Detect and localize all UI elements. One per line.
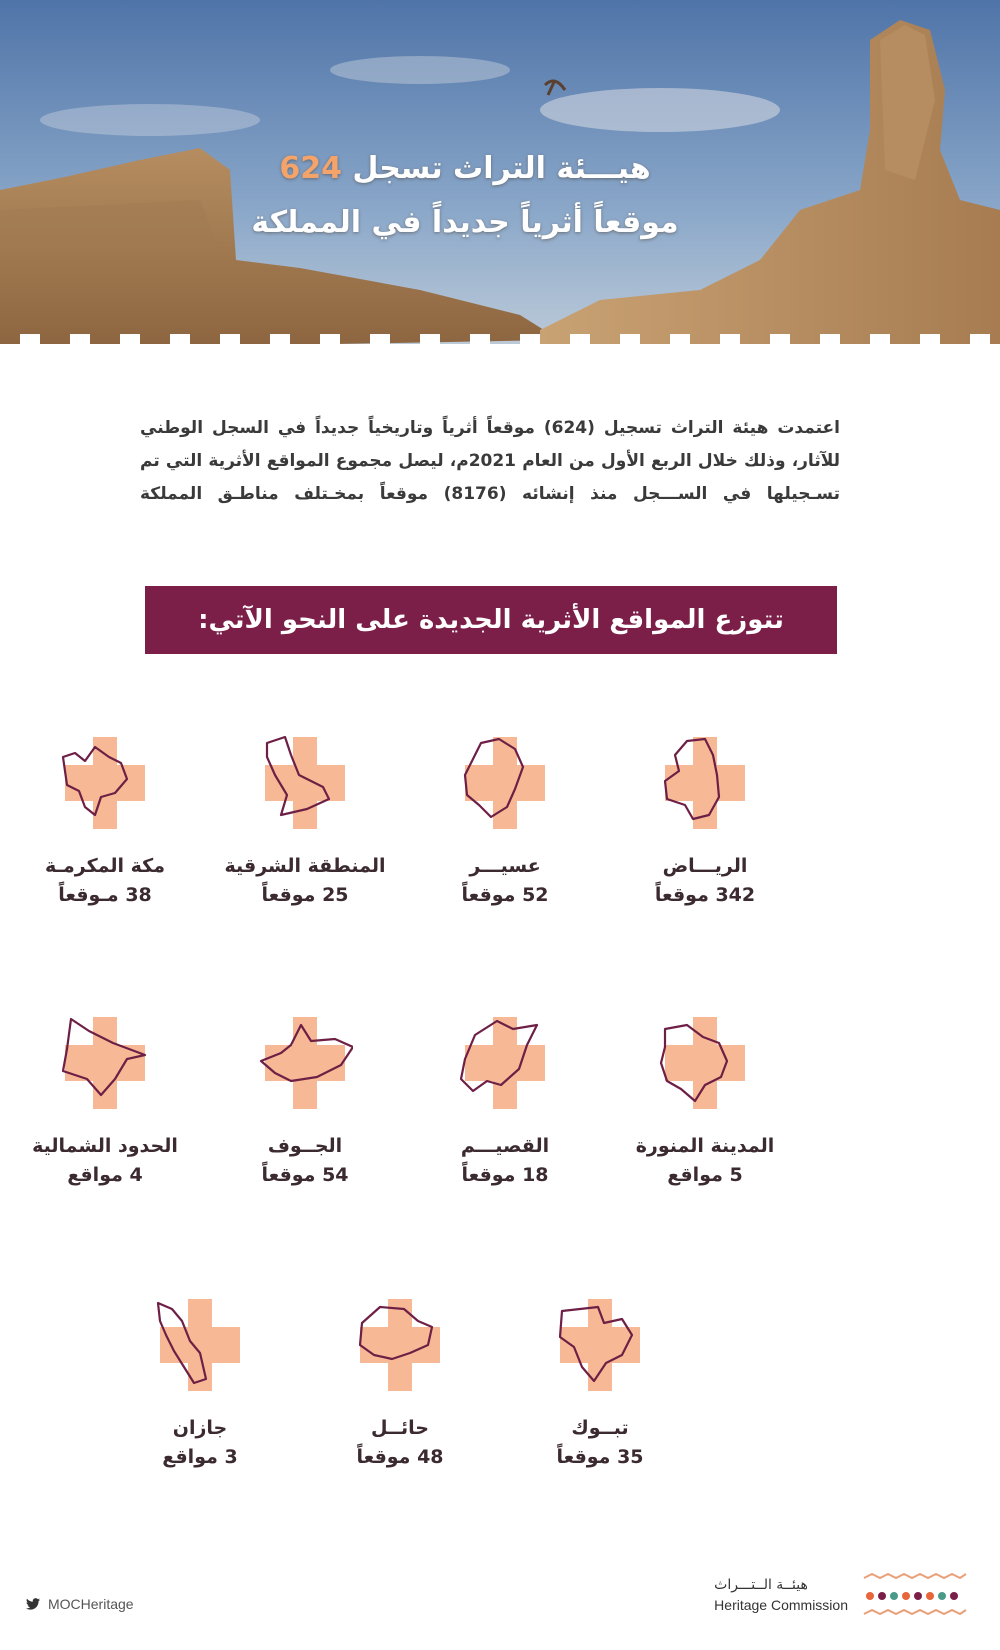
twitter-handle[interactable] <box>26 1596 134 1612</box>
region-card <box>5 735 205 911</box>
region-name: الجــوف <box>267 1135 343 1157</box>
map-backdrop-shape <box>265 737 345 829</box>
region-card <box>605 735 805 911</box>
region-card <box>100 1297 300 1473</box>
region-map-icon <box>657 1015 753 1111</box>
region-map-icon <box>457 1015 553 1111</box>
region-card <box>405 735 605 911</box>
region-site-count: 48 موقعاً <box>356 1446 444 1468</box>
logo-english-text: Heritage Commission <box>714 1597 848 1613</box>
region-map-icon <box>552 1297 648 1393</box>
hero-title <box>250 142 680 250</box>
section-banner <box>145 586 837 654</box>
region-name: مكة المكرمـة <box>45 855 165 877</box>
region-card <box>500 1297 700 1473</box>
region-card <box>405 1015 605 1191</box>
region-map-icon <box>57 735 153 831</box>
hero-title-line2: موقعاً أثرياً جديداً في المملكة <box>251 205 679 240</box>
heritage-logo-icon <box>860 1572 970 1618</box>
region-map-icon <box>352 1297 448 1393</box>
region-card <box>205 735 405 911</box>
region-card <box>205 1015 405 1191</box>
region-map-icon <box>457 735 553 831</box>
section-banner-text: تتوزع المواقع الأثرية الجديدة على النحو الآتي: <box>198 605 784 635</box>
region-map-icon <box>57 1015 153 1111</box>
region-site-count: 342 موقعاً <box>654 884 756 906</box>
region-site-count: 5 مواقع <box>667 1164 743 1186</box>
region-name: حائــل <box>371 1417 429 1439</box>
twitter-handle-text: MOCHeritage <box>48 1596 134 1612</box>
region-name: المدينة المنورة <box>635 1135 775 1157</box>
map-backdrop-shape <box>665 1017 745 1109</box>
twitter-icon <box>26 1598 40 1610</box>
heritage-commission-logo <box>714 1572 970 1618</box>
region-map-icon <box>657 735 753 831</box>
logo-arabic-text: هيئــة الــتـــراث <box>714 1577 808 1593</box>
region-map-icon <box>257 1015 353 1111</box>
region-card <box>605 1015 805 1191</box>
hero-title-number: 624 <box>279 151 342 186</box>
region-site-count: 25 موقعاً <box>261 884 349 906</box>
region-name: القصيـــم <box>460 1135 550 1157</box>
intro-paragraph: اعتمدت هيئة التراث تسجيل (624) موقعاً أثرياً وتاريخياً جديداً في السجل الوطني للآثار، وذلك خلال الربع الأول من العام 2021م، ليصل مجموع المواقع الأثرية التي تم تسـجيلها في الســـجل منذ إنشائه (8176) موقعاً بمخـتلف مناطـق المملكة <box>140 418 840 504</box>
region-map-icon <box>257 735 353 831</box>
region-map-icon <box>152 1297 248 1393</box>
map-backdrop-shape <box>65 1017 145 1109</box>
hero-title-prefix: هيـــئة التراث تسجل <box>341 151 651 186</box>
region-card <box>300 1297 500 1473</box>
region-site-count: 4 مواقع <box>67 1164 143 1186</box>
hero-banner <box>0 0 1000 380</box>
region-name: الريـــاض <box>662 855 748 877</box>
region-name: تبــوك <box>571 1417 629 1439</box>
region-site-count: 54 موقعاً <box>261 1164 349 1186</box>
region-name: عسيـــر <box>469 855 541 877</box>
map-backdrop-shape <box>65 737 145 829</box>
region-name: جازان <box>172 1417 228 1439</box>
region-name: المنطقة الشرقية <box>224 855 386 877</box>
region-site-count: 52 موقعاً <box>461 884 549 906</box>
region-site-count: 38 مـوقعاً <box>58 884 152 906</box>
region-site-count: 3 مواقع <box>162 1446 238 1468</box>
region-site-count: 35 موقعاً <box>556 1446 644 1468</box>
region-site-count: 18 موقعاً <box>461 1164 549 1186</box>
region-card <box>5 1015 205 1191</box>
region-name: الحدود الشمالية <box>32 1135 178 1157</box>
